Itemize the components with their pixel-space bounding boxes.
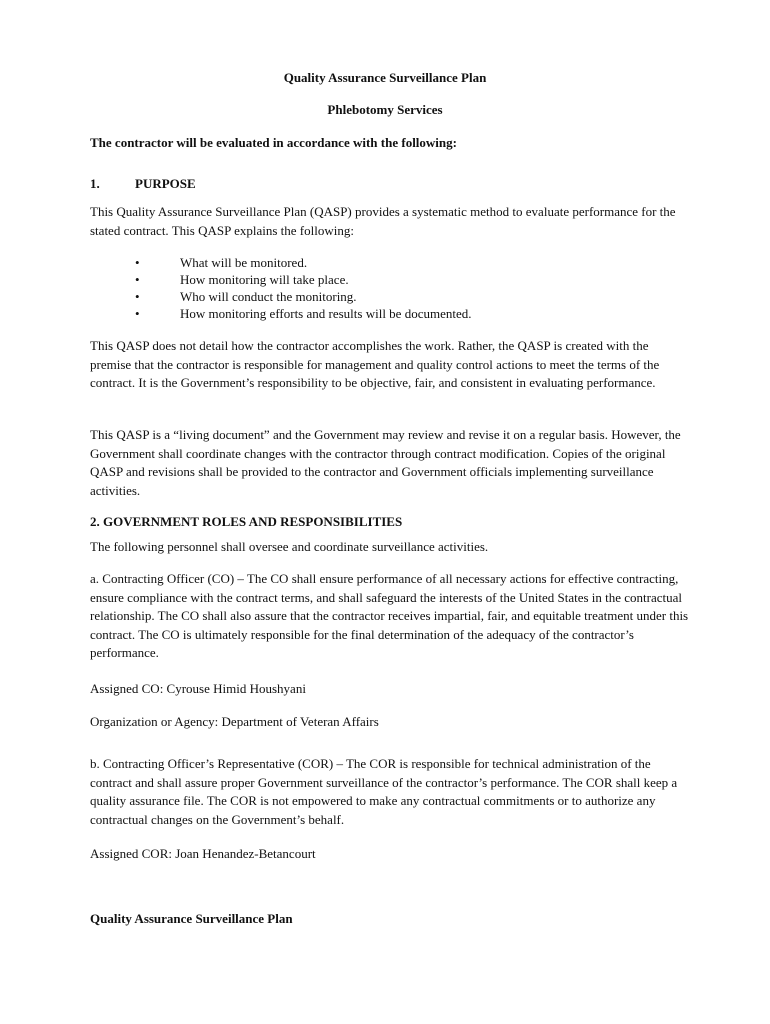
page-footer: Quality Assurance Surveillance Plan bbox=[90, 911, 293, 926]
document-title: Quality Assurance Surveillance Plan bbox=[283, 70, 487, 85]
section-2-heading: 2. GOVERNMENT ROLES AND RESPONSIBILITIES bbox=[90, 514, 403, 529]
bullet-icon: • bbox=[135, 306, 140, 321]
list-item: • Who will conduct the monitoring. bbox=[135, 289, 357, 304]
contracting-officer-paragraph: a. Contracting Officer (CO) – The CO shall ensure performance of all necessary actions for effective contracting, ensure compliance with the contract terms, and shall safeguard the interests of the United States in the contractual relationship. The CO shall also assure that the contractor receives impartial, fair, and equitable treatment under this contract. The CO is ultimately responsible for the final determination of the adequacy of the contractor’s performance. bbox=[90, 571, 689, 660]
section-1-number: 1. bbox=[90, 176, 100, 191]
monitoring-list bbox=[135, 254, 635, 322]
personnel-paragraph: The following personnel shall oversee and coordinate surveillance activities. bbox=[90, 539, 489, 554]
bullet-icon: • bbox=[135, 289, 140, 304]
living-document-paragraph: This QASP is a “living document” and the Government may review and revise it on a regular basis. However, the Government shall coordinate changes with the contractor through contract modification. Copies of the original QASP and revisions shall be provided to the contractor and Government officials implementing surveillance activities. bbox=[90, 427, 681, 498]
organization-line: Organization or Agency: Department of Veteran Affairs bbox=[90, 714, 379, 729]
assigned-cor: Assigned COR: Joan Henandez-Betancourt bbox=[90, 846, 316, 861]
intro-statement: The contractor will be evaluated in accordance with the following: bbox=[90, 135, 457, 150]
list-item: • What will be monitored. bbox=[135, 255, 308, 270]
qasp-scope-paragraph: This QASP does not detail how the contractor accomplishes the work. Rather, the QASP is created with the premise that the contractor is responsible for management and quality control actions to meet the terms of the contract. It is the Government’s responsibility to be objective, fair, and consistent in evaluating performance. bbox=[90, 338, 660, 390]
assigned-co: Assigned CO: Cyrouse Himid Houshyani bbox=[90, 681, 306, 696]
purpose-paragraph: This Quality Assurance Surveillance Plan (QASP) provides a systematic method to evaluate performance for the stated contract. This QASP explains the following: bbox=[90, 204, 676, 238]
cor-paragraph: b. Contracting Officer’s Representative (COR) – The COR is responsible for technical administration of the contract and shall assure proper Government surveillance of the contractor’s performance. The COR shall keep a quality assurance file. The COR is not empowered to make any contractual commitments or to authorize any contractual changes on the Government’s behalf. bbox=[90, 756, 678, 827]
bullet-icon: • bbox=[135, 255, 140, 270]
bullet-icon: • bbox=[135, 272, 140, 287]
list-item: • How monitoring will take place. bbox=[135, 272, 349, 287]
document-subtitle: Phlebotomy Services bbox=[327, 102, 443, 117]
section-1-heading: PURPOSE bbox=[135, 176, 196, 191]
list-item: • How monitoring efforts and results will be documented. bbox=[135, 306, 472, 321]
